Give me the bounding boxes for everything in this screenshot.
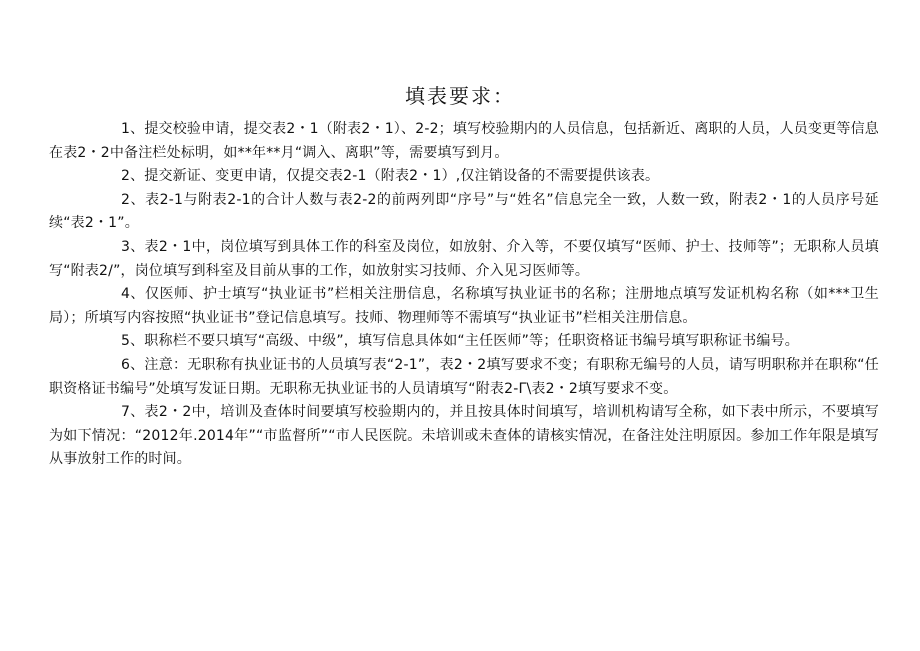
requirement-paragraph: 2、表2-1与附表2-1的合计人数与表2-2的前两列即“序号”与“姓名”信息完全一致，人数一致，附表2・1的人员序号延续“表2・1”。 xyxy=(49,191,879,232)
requirement-paragraph: 3、表2・1中，岗位填写到具体工作的科室及岗位，如放射、介入等，不要仅填写“医师、护士、技师等”；无职称人员填写“附表2/”，岗位填写到科室及目前从事的工作，如放射实习技师、介入见习医师等。 xyxy=(49,238,879,279)
requirement-paragraph: 6、注意：无职称有执业证书的人员填写表“2-1”，表2・2填写要求不变；有职称无编号的人员，请写明职称并在职称“任职资格证书编号”处填写发证日期。无职称无执业证书的人员请填写“附表2-Γ\表2・2填写要求不变。 xyxy=(49,356,879,397)
requirement-paragraph: 2、提交新证、变更申请，仅提交表2-1（附表2・1）,仅注销设备的不需要提供该表。 xyxy=(121,168,660,185)
requirements-list xyxy=(49,118,879,472)
requirement-paragraph: 7、表2・2中，培训及查体时间要填写校验期内的，并且按具体时间填写，培训机构请写全称，如下表中所示，不要填写为如下情况：“2012年.2014年”“市监督所”“市人民医院。未培训或未查体的请核实情况，在备注处注明原因。参加工作年限是填写从事放射工作的时间。 xyxy=(49,404,879,468)
document-title: 填表要求： xyxy=(405,84,515,108)
requirement-paragraph: 1、提交校验申请，提交表2・1（附表2・1）、2-2；填写校验期内的人员信息，包括新近、离职的人员，人员变更等信息在表2・2中备注栏处标明，如**年**月“调入、离职”等，需要填写到月。 xyxy=(49,121,879,161)
requirement-paragraph: 4、仅医师、护士填写“执业证书”栏相关注册信息，名称填写执业证书的名称；注册地点填写发证机构名称（如***卫生局）；所填写内容按照“执业证书”登记信息填写。技师、物理师等不需填写“执业证书”栏相关注册信息。 xyxy=(49,286,879,326)
requirement-paragraph: 5、职称栏不要只填写“高级、中级”，填写信息具体如“主任医师”等；任职资格证书编号填写职称证书编号。 xyxy=(121,333,799,350)
